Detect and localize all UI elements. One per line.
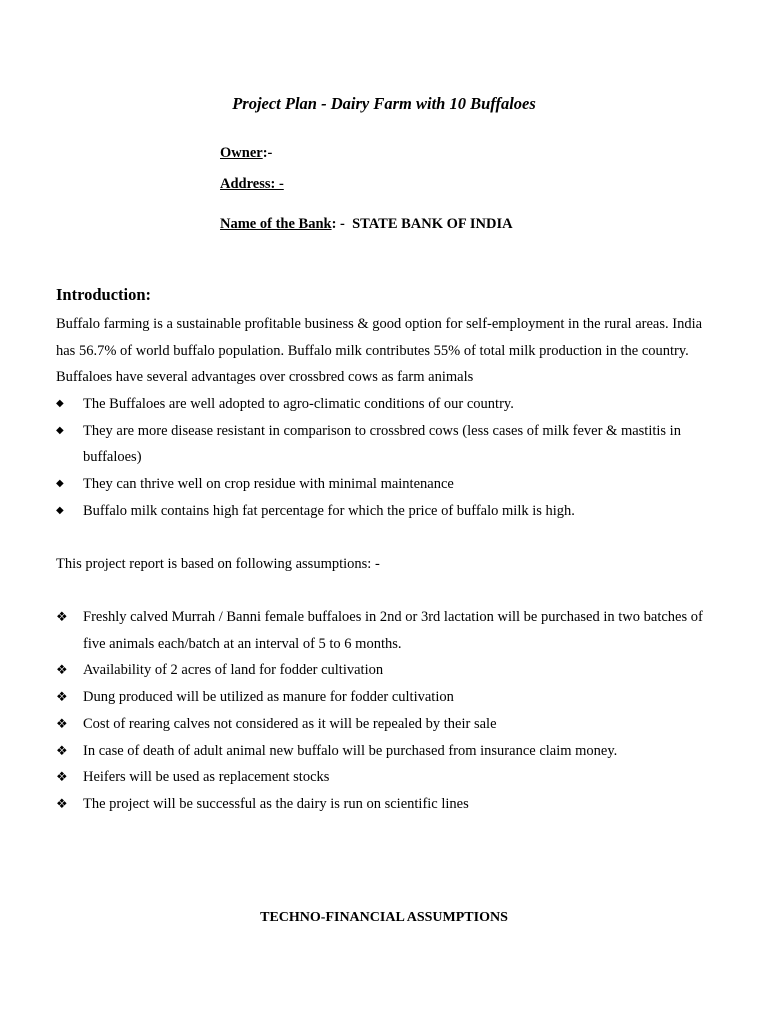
list-item — [56, 791, 716, 818]
owner-label: Owner — [220, 145, 263, 161]
list-item-text: Buffalo milk contains high fat percentage for which the price of buffalo milk is high. — [83, 502, 575, 519]
list-item — [56, 764, 716, 791]
list-item — [56, 684, 716, 711]
document-title: Project Plan - Dairy Farm with 10 Buffaloes — [232, 94, 536, 113]
list-item-text: They are more disease resistant in comparison to crossbred cows (less cases of milk fever & mastitis in buffaloes) — [83, 422, 681, 466]
list-item — [56, 471, 716, 498]
star-bullet-icon: ❖ — [56, 689, 68, 705]
bank-line — [220, 215, 513, 233]
address-label: Address: - — [220, 176, 284, 192]
list-item-text: The Buffaloes are well adopted to agro-climatic conditions of our country. — [83, 396, 514, 412]
list-item-text: They can thrive well on crop residue with minimal maintenance — [83, 476, 454, 493]
owner-line — [220, 144, 272, 162]
list-item-text: Cost of rearing calves not considered as it will be repealed by their sale — [83, 715, 497, 732]
list-item — [56, 738, 716, 765]
diamond-bullet-icon: ◆ — [56, 424, 64, 436]
list-item — [56, 711, 716, 738]
star-bullet-icon: ❖ — [56, 715, 68, 731]
star-bullet-icon: ❖ — [56, 662, 68, 678]
list-item — [56, 604, 716, 657]
advantages-list — [56, 391, 716, 525]
list-item — [56, 498, 716, 525]
bank-value: : - STATE BANK OF INDIA — [331, 216, 513, 232]
list-item — [56, 418, 716, 471]
star-bullet-icon: ❖ — [56, 769, 68, 785]
assumptions-list — [56, 604, 716, 818]
address-line — [220, 175, 284, 193]
assumptions-intro: This project report is based on following assumptions: - — [56, 556, 380, 572]
bank-label: Name of the Bank — [220, 216, 332, 232]
list-item-text: In case of death of adult animal new buffalo will be purchased from insurance claim money. — [83, 742, 618, 759]
list-item — [56, 391, 716, 418]
introduction-heading: Introduction: — [56, 285, 152, 304]
introduction-paragraph: Buffalo farming is a sustainable profitable business & good option for self-employment in the rural areas. India has 56.7% of world buffalo population. Buffalo milk contributes 55% of total milk production in the country. Buffaloes have several advantages over crossbred cows as farm animals — [56, 316, 703, 386]
star-bullet-icon: ❖ — [56, 742, 68, 758]
list-item-text: Freshly calved Murrah / Banni female buffaloes in 2nd or 3rd lactation will be purchased in two batches of five animals each/batch at an interval of 5 to 6 months. — [83, 609, 703, 652]
list-item-text: Availability of 2 acres of land for fodder cultivation — [83, 662, 384, 679]
diamond-bullet-icon: ◆ — [56, 478, 64, 490]
list-item-text: The project will be successful as the dairy is run on scientific lines — [83, 795, 469, 812]
star-bullet-icon: ❖ — [56, 795, 68, 811]
owner-suffix: :- — [262, 145, 273, 161]
star-bullet-icon: ❖ — [56, 609, 68, 624]
list-item — [56, 657, 716, 684]
list-item-text: Dung produced will be utilized as manure for fodder cultivation — [83, 689, 454, 706]
techno-financial-heading: TECHNO-FINANCIAL ASSUMPTIONS — [260, 910, 508, 925]
diamond-bullet-icon: ◆ — [56, 398, 64, 409]
list-item-text: Heifers will be used as replacement stocks — [83, 769, 330, 786]
diamond-bullet-icon: ◆ — [56, 504, 64, 516]
